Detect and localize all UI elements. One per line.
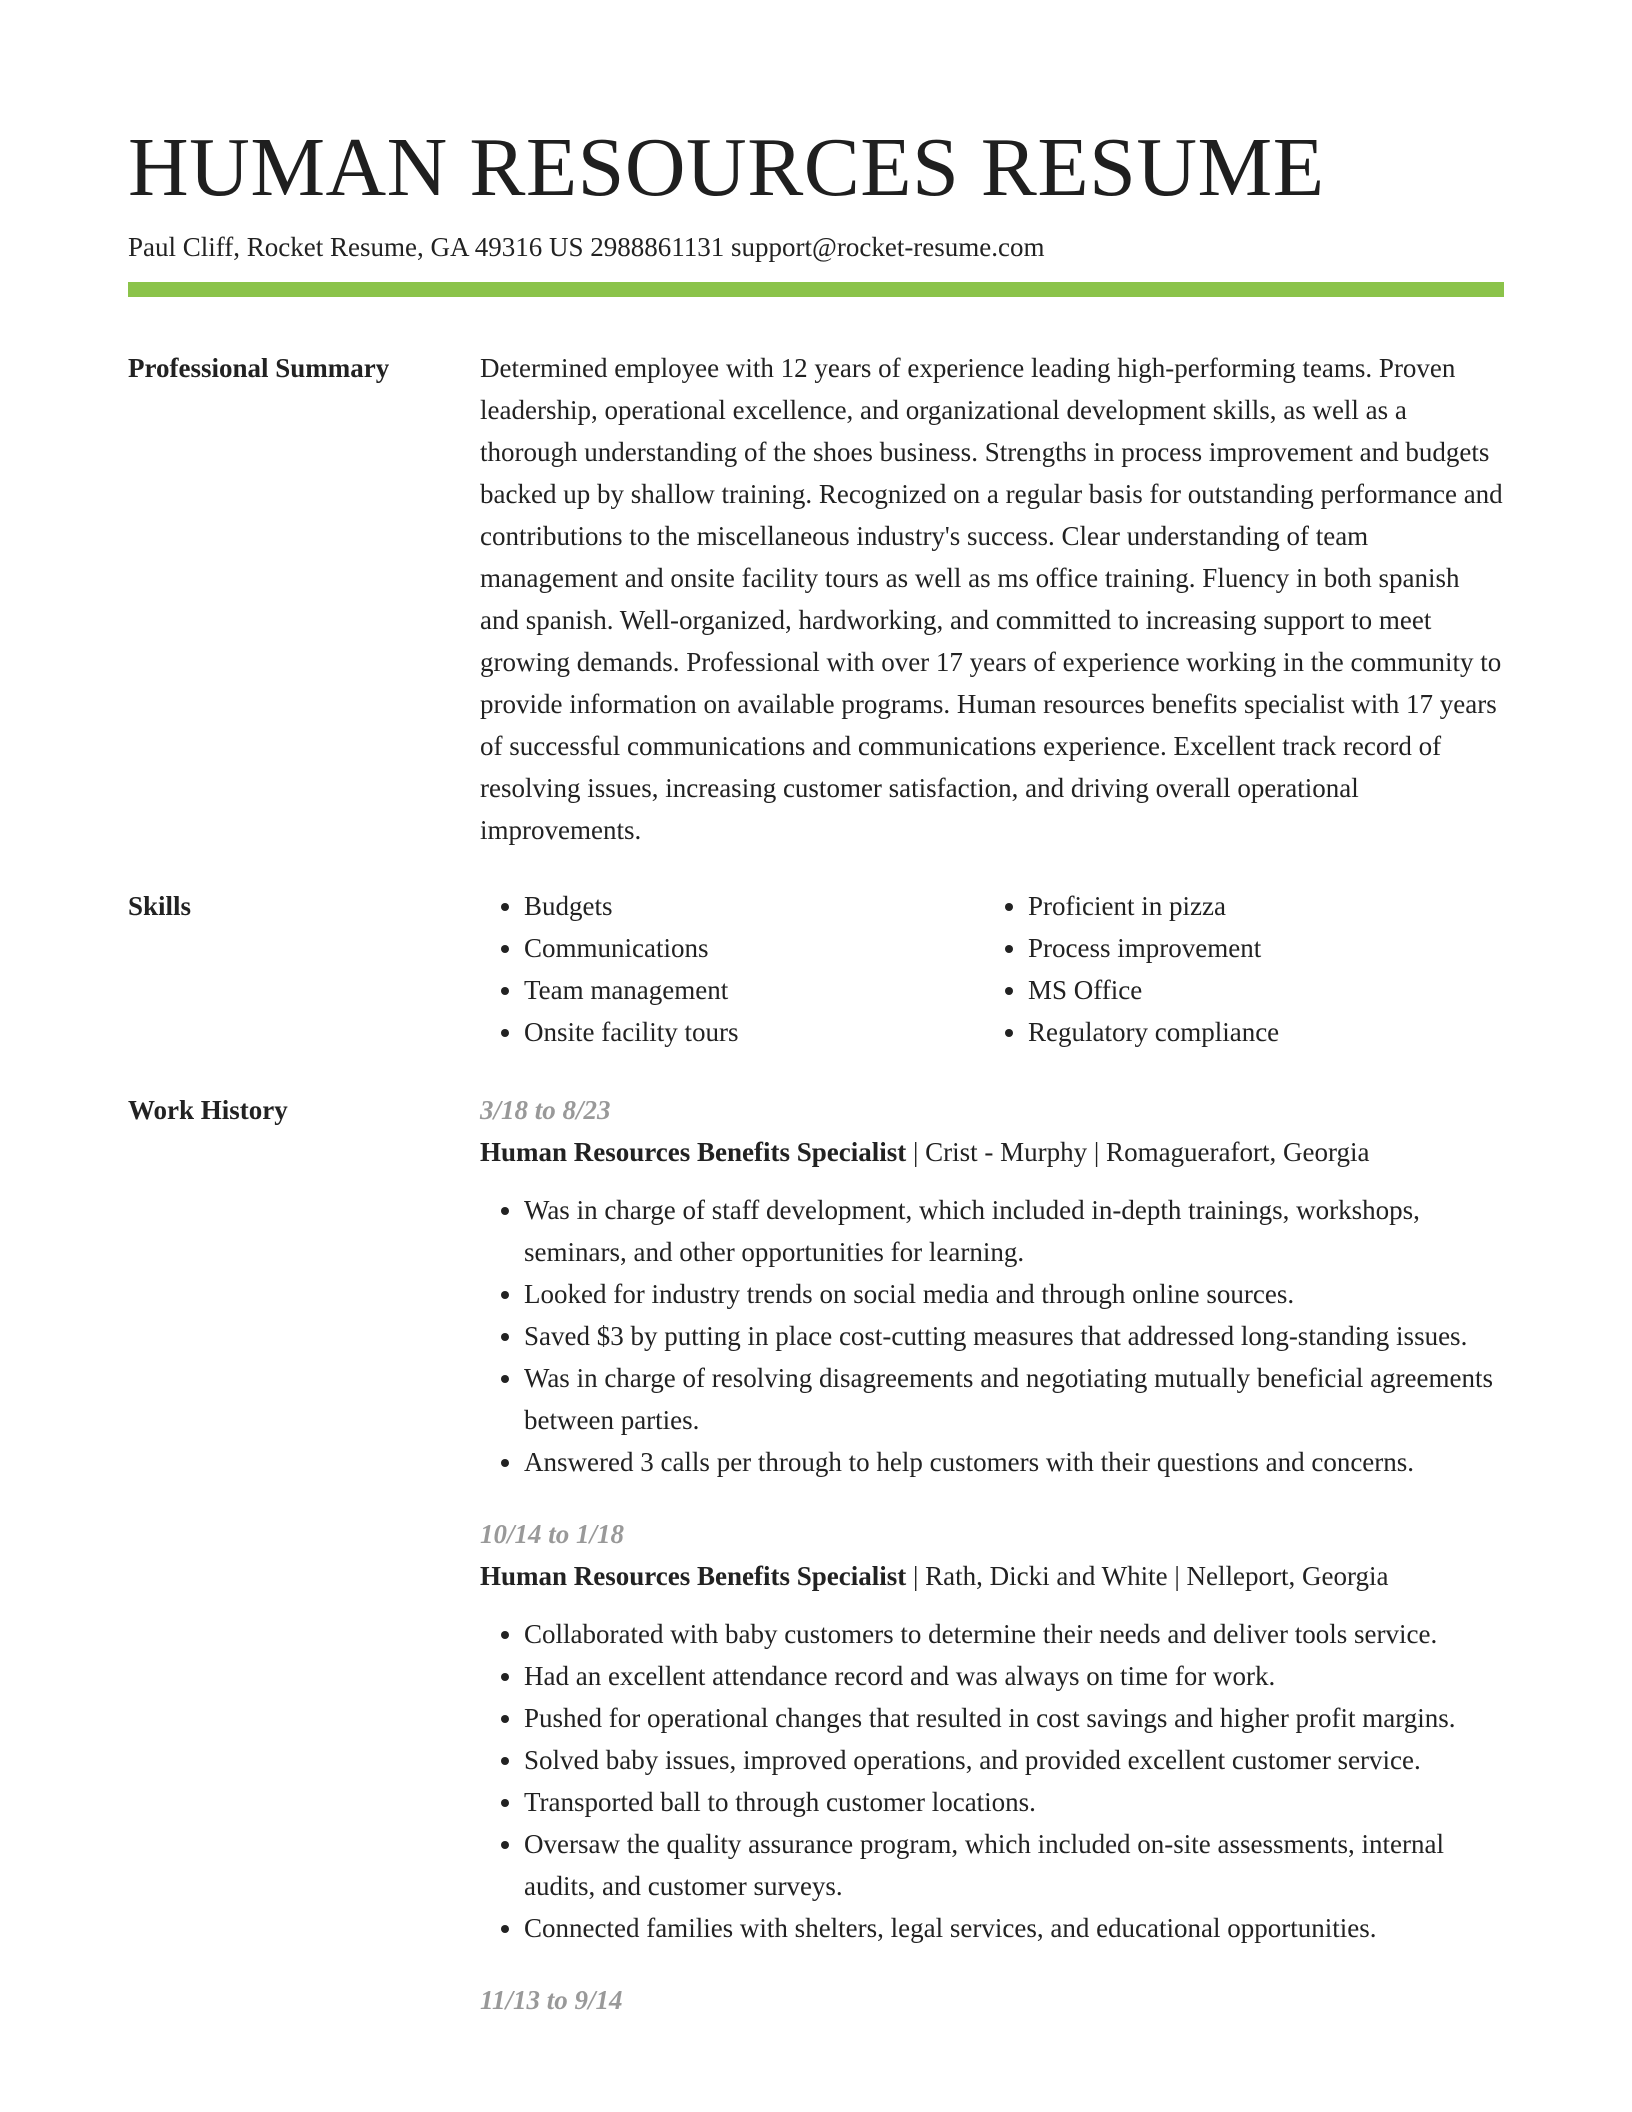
job-bullets — [480, 1189, 1504, 1483]
job-dates: 11/13 to 9/14 — [480, 1985, 623, 2015]
skill-item: • Team management — [524, 969, 984, 1011]
skill-item: • Regulatory compliance — [1028, 1011, 1488, 1053]
job-bullet: • Transported ball to through customer locations. — [524, 1781, 1504, 1823]
skill-item: • Budgets — [524, 885, 984, 927]
job-title: Human Resources Benefits Specialist — [480, 1137, 907, 1167]
job-entry — [480, 1089, 1504, 1483]
contact-line: Paul Cliff, Rocket Resume, GA 49316 US 2988861131 support@rocket-resume.com — [128, 232, 1045, 262]
job-bullet: • Looked for industry trends on social media and through online sources. — [524, 1273, 1504, 1315]
skill-item: • Onsite facility tours — [524, 1011, 984, 1053]
job-bullet: • Saved $3 by putting in place cost-cutting measures that addressed long-standing issues. — [524, 1315, 1504, 1357]
job-bullets — [480, 1613, 1504, 1949]
section-label-skills: Skills — [128, 891, 192, 921]
accent-divider — [128, 282, 1504, 297]
job-bullet: • Connected families with shelters, legal services, and educational opportunities. — [524, 1907, 1504, 1949]
job-bullet: • Answered 3 calls per through to help customers with their questions and concerns. — [524, 1441, 1504, 1483]
resume-title: HUMAN RESOURCES RESUME — [128, 121, 1325, 214]
skill-item: • Communications — [524, 927, 984, 969]
job-entry — [480, 1513, 1504, 1949]
job-entry — [480, 1979, 1504, 2021]
job-dates: 3/18 to 8/23 — [480, 1095, 611, 1125]
skills-column-1 — [480, 885, 984, 1053]
skill-item: • Proficient in pizza — [1028, 885, 1488, 927]
job-dates: 10/14 to 1/18 — [480, 1519, 625, 1549]
job-heading — [480, 1555, 1504, 1597]
resume-page — [128, 118, 1504, 2051]
job-bullet: • Collaborated with baby customers to determine their needs and deliver tools service. — [524, 1613, 1504, 1655]
job-details: | Crist - Murphy | Romaguerafort, Georgia — [906, 1137, 1370, 1167]
job-bullet: • Pushed for operational changes that resulted in cost savings and higher profit margins. — [524, 1697, 1504, 1739]
job-details: | Rath, Dicki and White | Nelleport, Georgia — [906, 1561, 1389, 1591]
job-heading — [480, 1131, 1504, 1173]
summary-section — [128, 347, 1504, 851]
job-bullet: • Solved baby issues, improved operations, and provided excellent customer service. — [524, 1739, 1504, 1781]
skill-item: • MS Office — [1028, 969, 1488, 1011]
job-bullet: • Oversaw the quality assurance program, which included on-site assessments, internal audits, and customer surveys. — [524, 1823, 1504, 1907]
section-label-summary: Professional Summary — [128, 353, 390, 383]
section-label-work: Work History — [128, 1095, 288, 1125]
job-bullet: • Was in charge of resolving disagreements and negotiating mutually beneficial agreements between parties. — [524, 1357, 1504, 1441]
job-title: Human Resources Benefits Specialist — [480, 1561, 907, 1591]
skills-column-2 — [984, 885, 1488, 1053]
summary-text: Determined employee with 12 years of experience leading high-performing teams. Proven leadership, operational excellence, and organizational development skills, as well as a thorough understanding of the shoes business. Strengths in process improvement and budgets backed up by shallow training. Recognized on a regular basis for outstanding performance and contributions to the miscellaneous industry's success. Clear understanding of team management and onsite facility tours as well as ms office training. Fluency in both spanish and spanish. Well-organized, hardworking, and committed to increasing support to meet growing demands. Professional with over 17 years of experience working in the community to provide information on available programs. Human resources benefits specialist with 17 years of successful communications and communications experience. Excellent track record of resolving issues, increasing customer satisfaction, and driving overall operational improvements. — [480, 353, 1503, 845]
job-bullet: • Had an excellent attendance record and was always on time for work. — [524, 1655, 1504, 1697]
job-bullet: • Was in charge of staff development, which included in-depth trainings, workshops, seminars, and other opportunities for learning. — [524, 1189, 1504, 1273]
skills-section — [128, 885, 1504, 1053]
skill-item: • Process improvement — [1028, 927, 1488, 969]
work-history-section — [128, 1089, 1504, 2051]
